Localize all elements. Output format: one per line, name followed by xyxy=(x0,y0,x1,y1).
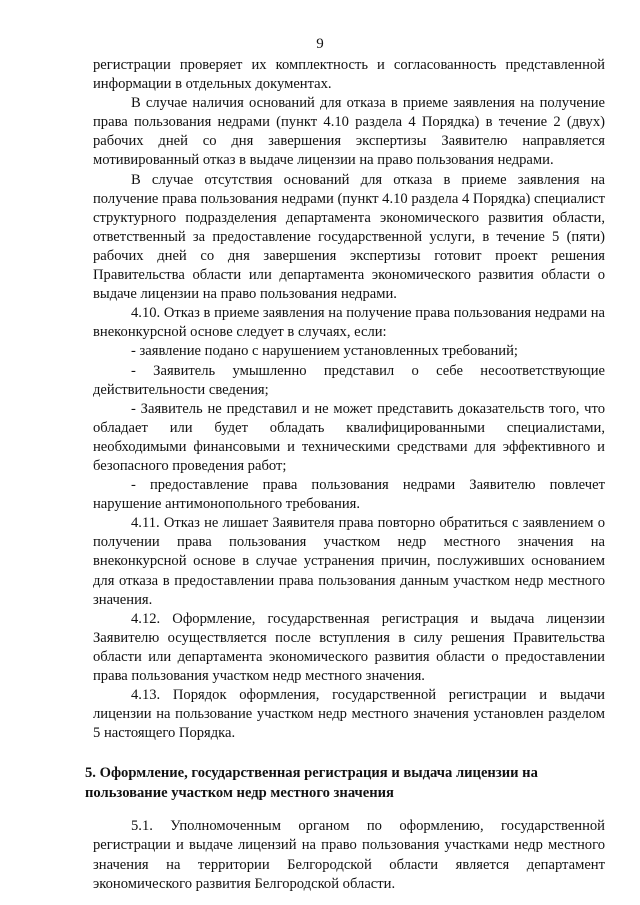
section-heading-line1: 5. Оформление, государственная регистрация и выдача лицензии на xyxy=(85,765,538,782)
paragraph: В случае отсутствия оснований для отказа в приеме заявления на получение права пользования недрами (пункт 4.10 раздела 4 Порядка) специалист структурного подразделения департамента экономического развития области, ответственный за предоставление государственной услуги, в течение 5 (пяти) рабочих дней со дня завершения экспертизы готовит проект решения Правительства области или департамента экономического развития области о выдаче лицензии на право пользования недрами. xyxy=(93,171,605,303)
section-heading-line2: пользование участком недр местного значения xyxy=(85,785,394,802)
list-item: - Заявитель не представил и не может представить доказательств того, что обладает или будет обладать квалифицированными специалистами, необходимыми финансовыми и техническими средствами для эффективного и безопасного проведения работ; xyxy=(93,400,605,474)
paragraph: 5.1. Уполномоченным органом по оформлению, государственной регистрации и выдаче лицензий на право пользования участками недр местного значения на территории Белгородской области является департамент экономического развития Белгородской области. xyxy=(93,818,605,892)
paragraph: 4.12. Оформление, государственная регистрация и выдача лицензии Заявителю осуществляется после вступления в силу решения Правительства области или департамента экономического развития области о предоставлении права пользования участком недр местного значения. xyxy=(93,610,605,684)
paragraph: 4.13. Порядок оформления, государственной регистрации и выдачи лицензии на пользование участком недр местного значения установлен разделом 5 настоящего Порядка. xyxy=(93,687,605,742)
paragraph: 4.11. Отказ не лишает Заявителя права повторно обратиться с заявлением о получении права пользования участком недр местного значения на внеконкурсной основе в случае устранения причин, послуживших основанием для отказа в предоставлении права пользования данным участком недр местного значения. xyxy=(93,515,605,608)
list-item: - предоставление права пользования недрами Заявителю повлечет нарушение антимонопольного требования. xyxy=(93,477,605,513)
list-item: - Заявитель умышленно представил о себе несоответствующие действительности сведения; xyxy=(93,362,605,398)
page-number: 9 xyxy=(316,36,324,52)
paragraph: В случае наличия оснований для отказа в приеме заявления на получение права пользования недрами (пункт 4.10 раздела 4 Порядка) в течение 2 (двух) рабочих дней со дня завершения экспертизы Заявителю направляется мотивированный отказ в выдаче лицензии на право пользования недрами. xyxy=(93,95,605,169)
paragraph: 4.10. Отказ в приеме заявления на получение права пользования недрами на внеконкурсной основе следует в случаях, если: xyxy=(93,305,605,341)
section-heading xyxy=(85,763,613,803)
document-body xyxy=(85,56,605,894)
list-item: - заявление подано с нарушением установленных требований; xyxy=(131,343,518,360)
paragraph: регистрации проверяет их комплектность и согласованность представленной информации в отдельных документах. xyxy=(93,57,605,93)
